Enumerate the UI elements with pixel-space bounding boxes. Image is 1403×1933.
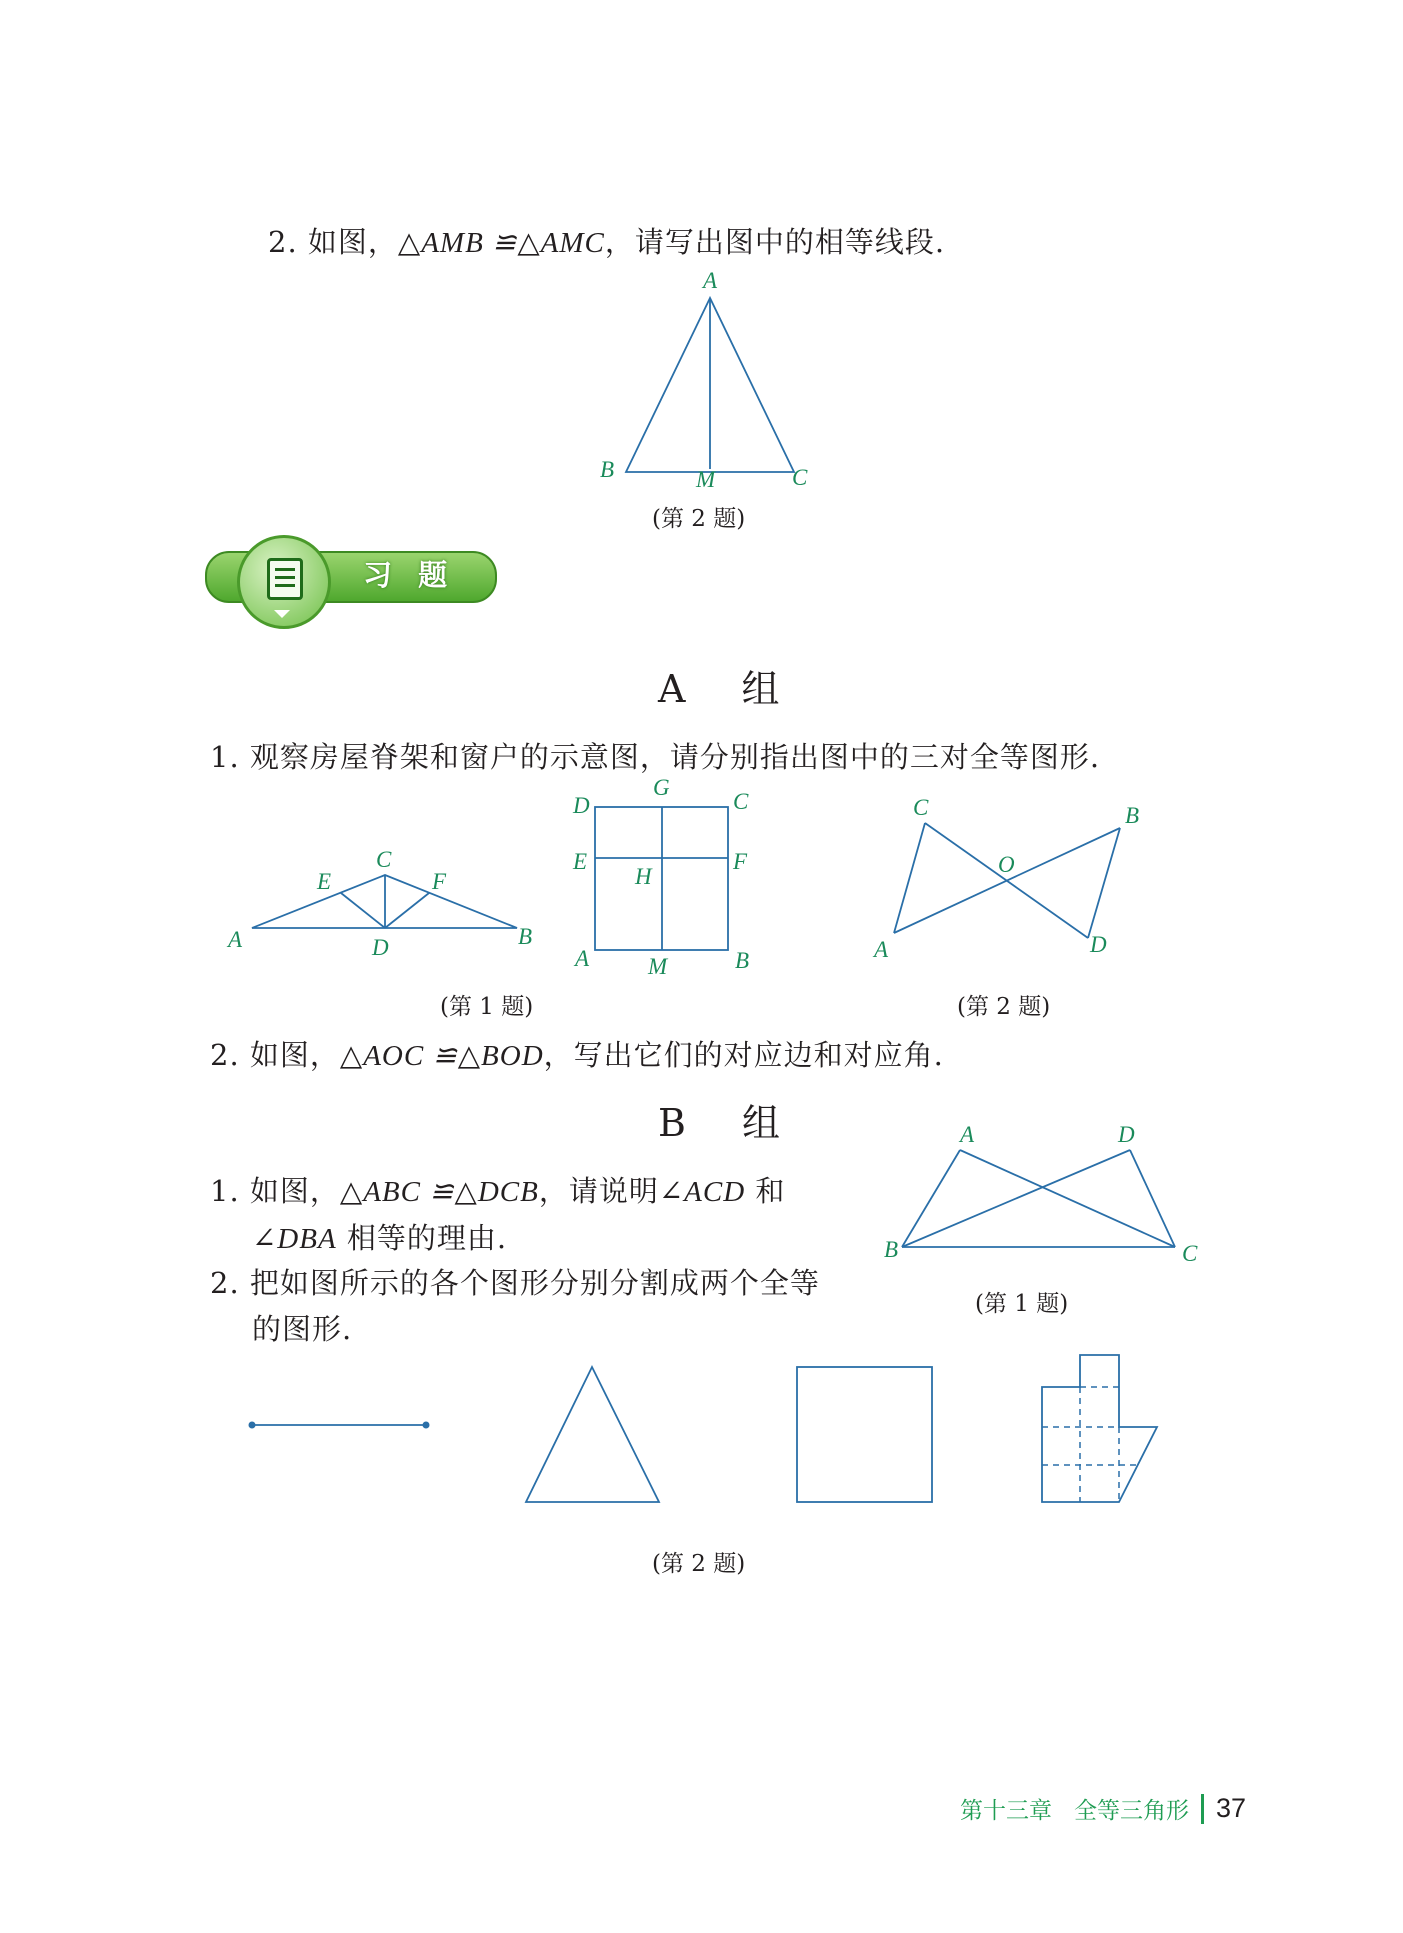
trapezoid-figure: [880, 1115, 1210, 1265]
problem-text-suffix: ，写出它们的对应边和对应角.: [543, 1038, 944, 1072]
segment-bd: [1088, 828, 1120, 938]
segment-ab: [902, 1150, 960, 1247]
segment-de: [341, 893, 385, 928]
chevron-down-icon: [274, 610, 290, 618]
label-d: D: [573, 793, 590, 818]
triangle-amb-amc-figure: [590, 265, 830, 495]
group-b-heading: B 组: [658, 1101, 803, 1145]
group-a-problem-1: [210, 735, 1100, 776]
label-o: O: [998, 852, 1015, 877]
problem-number: 1.: [210, 740, 240, 774]
problem-number: 2.: [210, 1038, 240, 1072]
label-c: C: [913, 795, 929, 820]
label-b: B: [735, 948, 750, 973]
segment-ab: [894, 828, 1120, 933]
group-b-problem-2: [210, 1260, 820, 1352]
angle-dba: ∠DBA: [252, 1223, 337, 1255]
group-a-problem-2: [210, 1033, 944, 1074]
label-a: A: [228, 927, 243, 952]
group-b-problem-1: [210, 1168, 785, 1262]
notepad-icon: [267, 558, 303, 600]
problem-number: 2.: [210, 1266, 240, 1300]
segment-bd: [902, 1150, 1130, 1247]
segment-endpoint-left: [249, 1422, 256, 1429]
problem-text: 观察房屋脊架和窗户的示意图，请分别指出图中的三对全等图形.: [249, 740, 1101, 774]
problem-text-suffix: 相等的理由.: [346, 1221, 508, 1255]
problem-text-prefix: 如图，: [249, 1038, 340, 1072]
label-e: E: [317, 869, 332, 894]
problem-text-prefix: 如图，: [249, 1174, 340, 1208]
label-d: D: [1090, 932, 1107, 957]
figure-caption-2: (第 2 题): [957, 994, 1051, 1020]
figure-caption-1: (第 1 题): [440, 994, 534, 1020]
problem-number: 2.: [268, 225, 298, 259]
label-b: B: [1125, 803, 1140, 828]
segment-ac: [894, 823, 925, 933]
bowtie-figure: [870, 795, 1160, 965]
banner-badge: [237, 535, 331, 629]
triangle-shape: [526, 1367, 659, 1502]
label-e: E: [573, 849, 588, 874]
window-figure: [565, 775, 765, 985]
label-m: M: [648, 954, 668, 979]
label-h: H: [635, 864, 652, 889]
label-m: M: [696, 467, 716, 492]
problem-text-line-1: 把如图所示的各个图形分别分割成两个全等: [249, 1266, 820, 1300]
segment-dc: [1130, 1150, 1175, 1247]
angle-acd: ∠ACD: [658, 1176, 746, 1208]
banner-title: 习 题: [363, 558, 456, 592]
label-a: A: [703, 268, 718, 293]
label-f: F: [733, 849, 748, 874]
square-shape: [797, 1367, 932, 1502]
label-a: A: [575, 946, 590, 971]
problem-text-mid: ，请说明: [538, 1174, 659, 1208]
footer-chapter-title: 全等三角形: [1074, 1797, 1189, 1823]
congruence-statement: △AOC ≌△BOD: [339, 1040, 544, 1072]
label-b: B: [600, 457, 615, 482]
top-problem-text: [268, 220, 945, 261]
roof-truss-figure: [222, 825, 552, 960]
figure-caption: (第 1 题): [975, 1291, 1069, 1317]
page-footer: [960, 1792, 1246, 1825]
problem-number: 1.: [210, 1174, 240, 1208]
label-b: B: [884, 1237, 899, 1262]
group-a-heading: A 组: [658, 667, 802, 711]
segment-endpoint-right: [423, 1422, 430, 1429]
irregular-shape: [1042, 1355, 1157, 1502]
problem-text-prefix: 如图，: [307, 225, 398, 259]
label-d: D: [1118, 1122, 1135, 1147]
problem-text-suffix: ，请写出图中的相等线段.: [604, 225, 946, 259]
congruence-statement: △AMB ≌△AMC: [397, 227, 605, 259]
label-c: C: [733, 789, 749, 814]
congruence-statement: △ABC ≌△DCB: [339, 1176, 539, 1208]
label-a: A: [960, 1122, 975, 1147]
problem-text-line-2: 的图形.: [252, 1312, 353, 1346]
label-g: G: [653, 775, 670, 800]
figure-caption: (第 2 题): [652, 1551, 746, 1577]
label-f: F: [432, 869, 447, 894]
label-c: C: [792, 465, 808, 490]
figure-caption: (第 2 题): [652, 506, 746, 532]
footer-divider: [1201, 1794, 1204, 1824]
shapes-to-divide-figure: [240, 1345, 1180, 1515]
exercise-banner: [205, 535, 495, 625]
label-a: A: [874, 937, 889, 962]
footer-chapter: 第十三章: [960, 1797, 1052, 1823]
page-number: 37: [1216, 1793, 1247, 1823]
label-d: D: [372, 935, 389, 960]
segment-df: [385, 893, 429, 928]
label-c: C: [1182, 1241, 1198, 1265]
label-c: C: [376, 847, 392, 872]
problem-text-and: 和: [755, 1174, 786, 1208]
segment-ac: [960, 1150, 1175, 1247]
label-b: B: [518, 924, 533, 949]
